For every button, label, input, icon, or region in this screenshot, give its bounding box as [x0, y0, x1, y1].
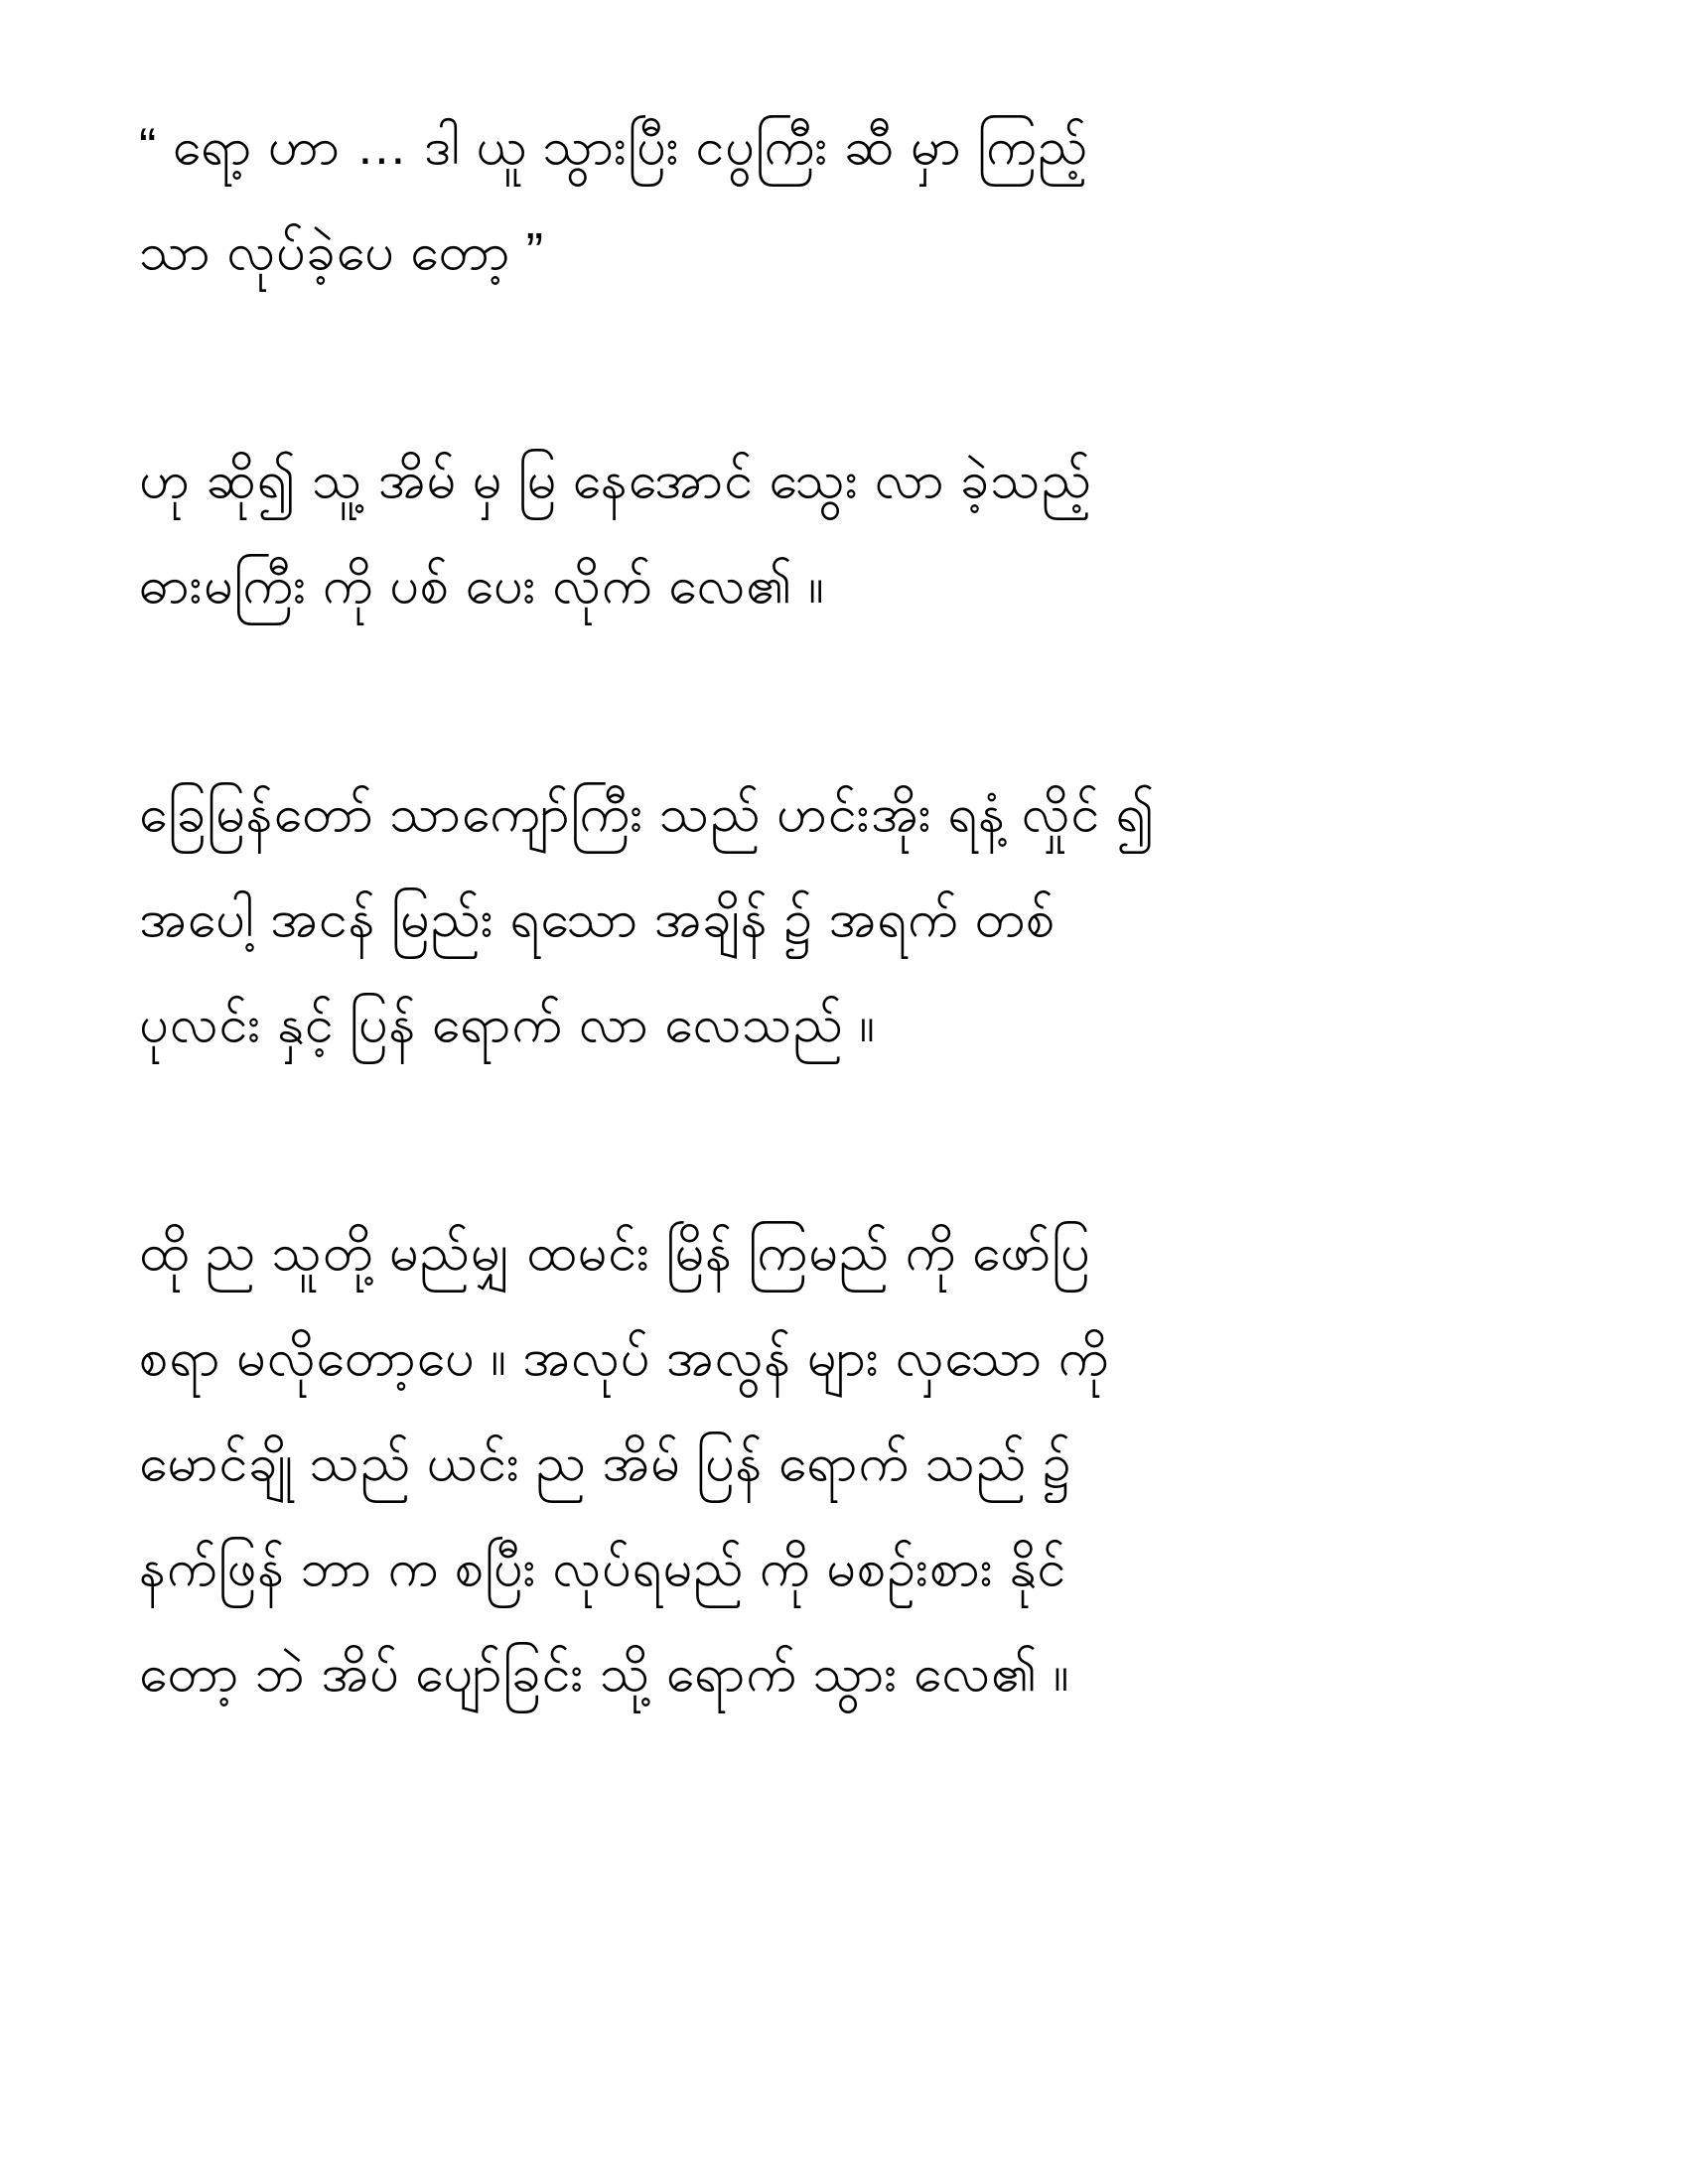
paragraph-quote — [139, 94, 1569, 305]
text-line: ဓားမကြီး ကို ပစ် ပေး လိုက် လေ၏ ။ — [139, 557, 825, 614]
text-line: နက်ဖြန် ဘာ က စပြီး လုပ်ရမည် ကို မစဉ်းစား နိုင် — [139, 1540, 1067, 1597]
text-line: ခြေမြန်တော် သာကျော်ကြီး သည် ဟင်းအိုး ရနံ့ လှိုင် ၍ — [139, 785, 1156, 843]
text-line: စရာ မလိုတော့ပေ ။ အလုပ် အလွန် များ လှသော ကို — [139, 1329, 1110, 1387]
text-line: “ ရော့ ဟာ … ဒါ ယူ သွားပြီး ငပွကြီး ဆီ မှာ ကြည့် — [139, 118, 1089, 176]
text-line: သာ လုပ်ခဲ့ပေ တော့ ” — [139, 223, 545, 281]
paragraph-4 — [139, 1200, 1569, 1726]
paragraph-2 — [139, 428, 1569, 638]
text-line: ပုလင်း နှင့် ပြန် ရောက် လာ လေသည် ။ — [139, 996, 876, 1053]
paragraph-3 — [139, 761, 1569, 1077]
text-line: အပေါ့ အငန် မြည်း ရသော အချိန် ၌ အရက် တစ် — [139, 890, 1056, 948]
document-text — [139, 94, 1569, 1849]
text-line: ထို ည သူတို့ မည်မျှ ထမင်း မြိန် ကြမည် ကို ဖော်ပြ — [139, 1224, 1091, 1282]
text-line: မောင်ချို သည် ယင်း ည အိမ် ပြန် ရောက် သည် ၌ — [139, 1434, 1072, 1492]
text-line: ဟု ဆို၍ သူ့ အိမ် မှ မြ နေအောင် သွေး လာ ခဲ့သည့် — [139, 452, 1092, 509]
text-line: တော့ ဘဲ အိပ် ပျော်ခြင်း သို့ ရောက် သွား လေ၏ ။ — [139, 1645, 1070, 1703]
